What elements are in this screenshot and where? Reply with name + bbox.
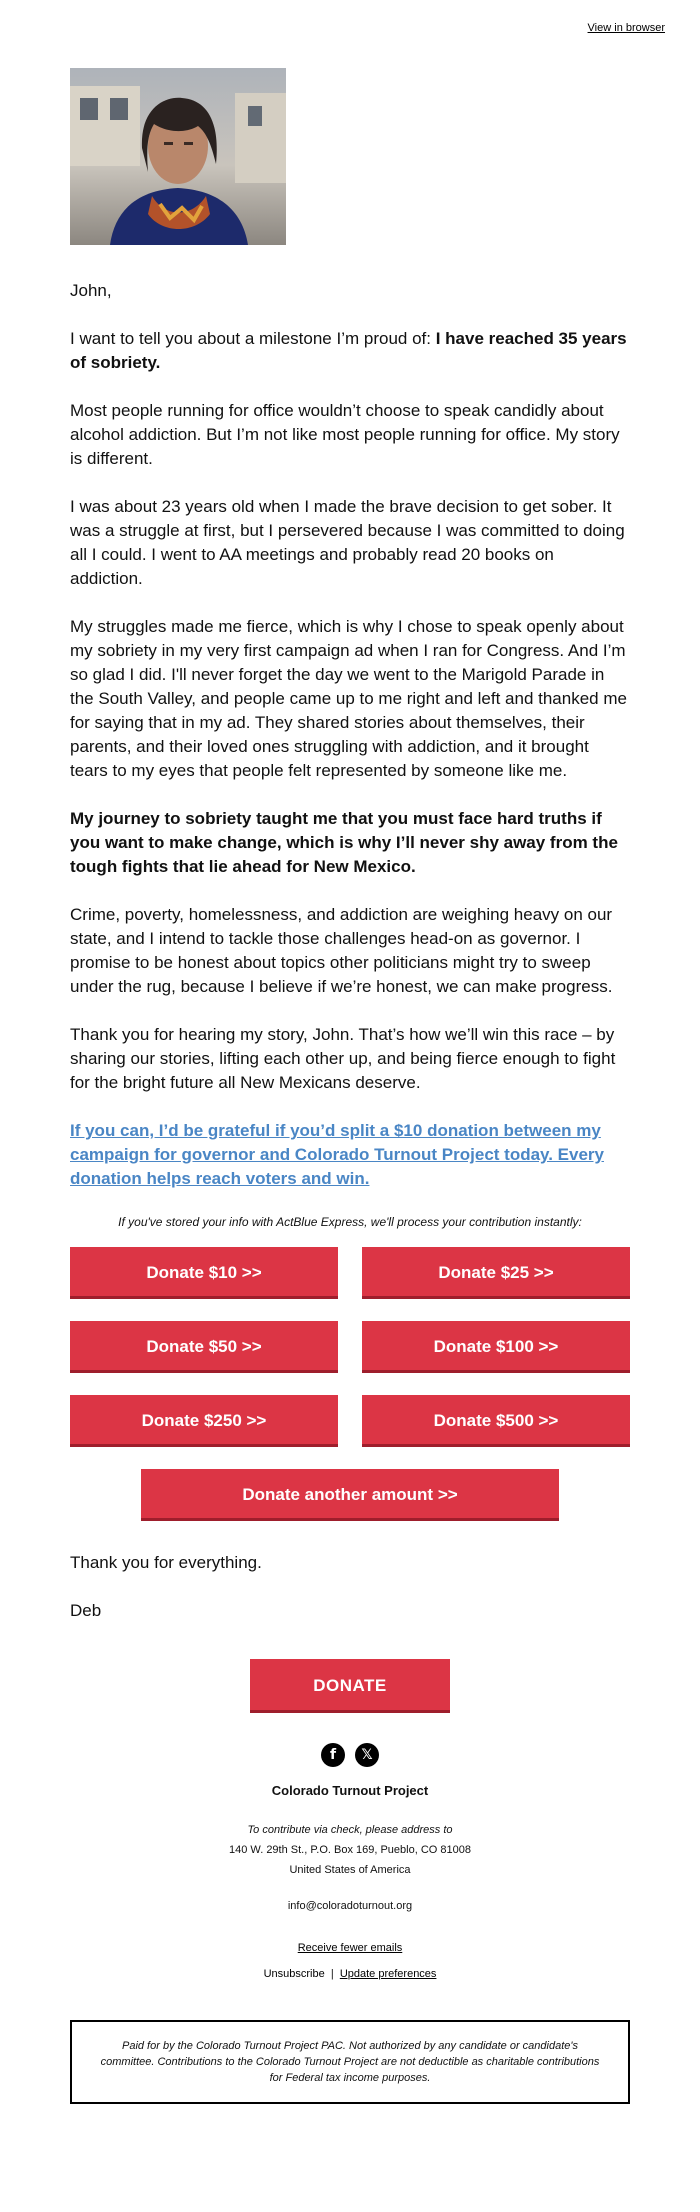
contact-email[interactable]: info@coloradoturnout.org [287, 1900, 413, 1912]
update-preferences-link[interactable]: Update preferences [339, 1968, 437, 1980]
paragraph-challenges: Crime, poverty, homelessness, and addiction are weighing heavy on our state, and I intend to tackle those challenges head-on as governor. I promise to be honest about topics other politicians might try to sweep under the rug, because I believe if we’re honest, we can make progress. [70, 905, 613, 996]
paragraph-hard-truths: My journey to sobriety taught me that you must face hard truths if you want to make change, which is why I’ll never shy away from the tough fights that lie ahead for New Mexico. [70, 809, 618, 876]
signature: Deb [70, 1601, 102, 1620]
donate-button-grid [70, 1247, 630, 1447]
view-in-browser-link[interactable]: View in browser [587, 22, 665, 34]
link-separator: | [330, 1968, 334, 1980]
donate-100-button[interactable]: Donate $100 >> [362, 1321, 630, 1373]
facebook-icon[interactable]: f [321, 1743, 345, 1767]
closing-line: Thank you for everything. [70, 1553, 262, 1572]
candidate-photo [70, 68, 286, 245]
donate-main-button[interactable]: DONATE [250, 1659, 450, 1713]
milestone-intro: I want to tell you about a milestone I’m proud of: [70, 329, 436, 348]
fewer-emails-row [70, 1938, 630, 1958]
social-links [70, 1743, 630, 1767]
donate-10-button[interactable]: Donate $10 >> [70, 1247, 338, 1299]
paragraph-campaign-ad: My struggles made me fierce, which is why I chose to speak openly about my sobriety in my very first campaign ad when I ran for Congress. And I’m so glad I did. I'll never forget the day we went to the Marigold Parade in the South Valley, and people came up to me right and left and thanked me for saying that in my ad. They shared stories about themselves, their parents, and their loved ones struggling with addiction, and it brought tears to my eyes that people felt represented by someone like me. [70, 617, 627, 780]
milestone-bold: I have reached 35 years of sobriety. [70, 329, 627, 372]
unsubscribe-row [70, 1964, 630, 1984]
mailing-address-block [70, 1820, 630, 1880]
paragraph-milestone [70, 327, 630, 375]
unsubscribe-link[interactable]: Unsubscribe [263, 1968, 325, 1980]
donate-500-button[interactable]: Donate $500 >> [362, 1395, 630, 1447]
receive-fewer-emails-link[interactable]: Receive fewer emails [297, 1942, 403, 1954]
donate-50-button[interactable]: Donate $50 >> [70, 1321, 338, 1373]
org-name: Colorado Turnout Project [271, 1783, 429, 1798]
donate-25-button[interactable]: Donate $25 >> [362, 1247, 630, 1299]
paragraph-thank-you: Thank you for hearing my story, John. That’s how we’ll win this race – by sharing our stories, lifting each other up, and being fierce enough to fight for the bright future all New Mexicans deserve. [70, 1025, 616, 1092]
paid-for-disclaimer: Paid for by the Colorado Turnout Project PAC. Not authorized by any candidate or candidate's committee. Contributions to the Colorado Turnout Project are not deductible as charitable contributions for Federal tax income purposes. [70, 2020, 630, 2104]
paragraph-sober-decision: I was about 23 years old when I made the brave decision to get sober. It was a struggle at first, but I persevered because I was committed to doing all I could. I went to AA meetings and probably read 20 books on addiction. [70, 497, 625, 588]
address-line-1: 140 W. 29th St., P.O. Box 169, Pueblo, CO 81008 [229, 1844, 471, 1856]
actblue-note: If you've stored your info with ActBlue Express, we'll process your contribution instantly: [118, 1215, 582, 1229]
email-content [70, 68, 630, 2104]
paragraph-candid: Most people running for office wouldn’t choose to speak candidly about alcohol addiction. But I’m not like most people running for office. My story is different. [70, 401, 620, 468]
donation-cta-link[interactable]: If you can, I’d be grateful if you’d split a $10 donation between my campaign for governor and Colorado Turnout Project today. Every donation helps reach voters and win. [70, 1121, 604, 1188]
check-note: To contribute via check, please address to [247, 1824, 453, 1836]
address-line-2: United States of America [289, 1864, 411, 1876]
cta-paragraph [70, 1119, 630, 1191]
x-icon[interactable]: 𝕏 [355, 1743, 379, 1767]
donate-other-amount-button[interactable]: Donate another amount >> [141, 1469, 559, 1521]
greeting: John, [70, 281, 112, 300]
donate-250-button[interactable]: Donate $250 >> [70, 1395, 338, 1447]
